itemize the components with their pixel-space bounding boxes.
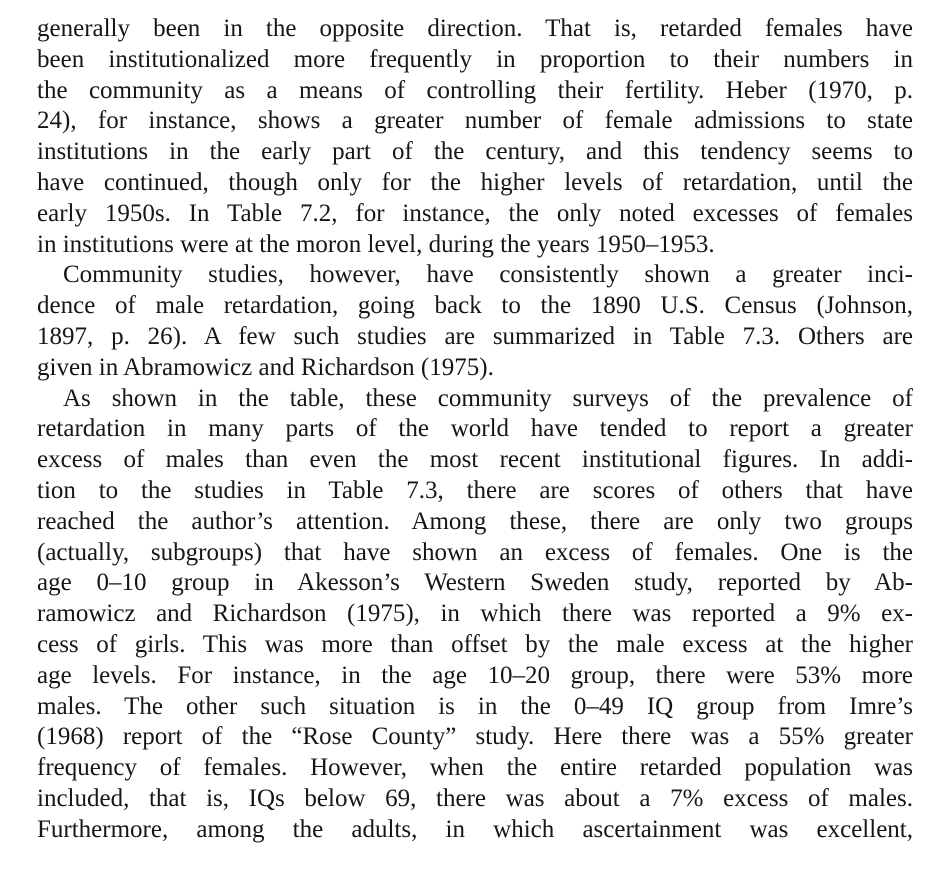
text-line: in institutions were at the moron level, during the years 1950–1953. <box>37 230 715 258</box>
text-line: 24), for instance, shows a greater number of female admissions to state <box>37 107 913 135</box>
text-line: tion to the studies in Table 7.3, there are scores of others that have <box>37 476 913 504</box>
text-line: included, that is, IQs below 69, there was about a 7% excess of males. <box>37 784 913 812</box>
text-line: ramowicz and Richardson (1975), in which there was reported a 9% ex- <box>37 600 913 628</box>
text-line: reached the author’s attention. Among these, there are only two groups <box>37 507 913 535</box>
text-line: 1897, p. 26). A few such studies are summarized in Table 7.3. Others are <box>37 322 913 350</box>
text-line: dence of male retardation, going back to the 1890 U.S. Census (Johnson, <box>37 292 913 320</box>
page-text-body <box>37 14 913 846</box>
paragraph-2 <box>37 260 913 383</box>
text-line: (actually, subgroups) that have shown an excess of females. One is the <box>37 538 913 566</box>
text-line: (1968) report of the “Rose County” study. Here there was a 55% greater <box>37 723 913 751</box>
text-line: age levels. For instance, in the age 10–20 group, there were 53% more <box>37 661 913 689</box>
text-line: have continued, though only for the higher levels of retardation, until the <box>37 168 913 196</box>
text-line: the community as a means of controlling their fertility. Heber (1970, p. <box>37 76 913 104</box>
text-line: early 1950s. In Table 7.2, for instance, the only noted excesses of females <box>37 199 913 227</box>
text-line: cess of girls. This was more than offset by the male excess at the higher <box>37 630 913 658</box>
text-line: institutions in the early part of the century, and this tendency seems to <box>37 138 913 166</box>
text-line: males. The other such situation is in the 0–49 IQ group from Imre’s <box>37 692 913 720</box>
text-line: age 0–10 group in Akesson’s Western Sweden study, reported by Ab- <box>37 569 913 597</box>
text-line: As shown in the table, these community surveys of the prevalence of <box>63 384 913 412</box>
text-line: excess of males than even the most recent institutional figures. In addi- <box>37 446 913 474</box>
text-line: retardation in many parts of the world have tended to report a greater <box>37 415 913 443</box>
text-line: given in Abramowicz and Richardson (1975). <box>37 353 494 381</box>
text-line: Furthermore, among the adults, in which ascertainment was excellent, <box>37 815 913 843</box>
text-line: frequency of females. However, when the entire retarded population was <box>37 754 913 782</box>
text-line: Community studies, however, have consistently shown a greater inci- <box>63 261 913 289</box>
paragraph-1 <box>37 14 913 260</box>
paragraph-3 <box>37 384 913 846</box>
text-line: generally been in the opposite direction. That is, retarded females have <box>37 15 913 42</box>
text-line: been institutionalized more frequently in proportion to their numbers in <box>37 45 913 73</box>
